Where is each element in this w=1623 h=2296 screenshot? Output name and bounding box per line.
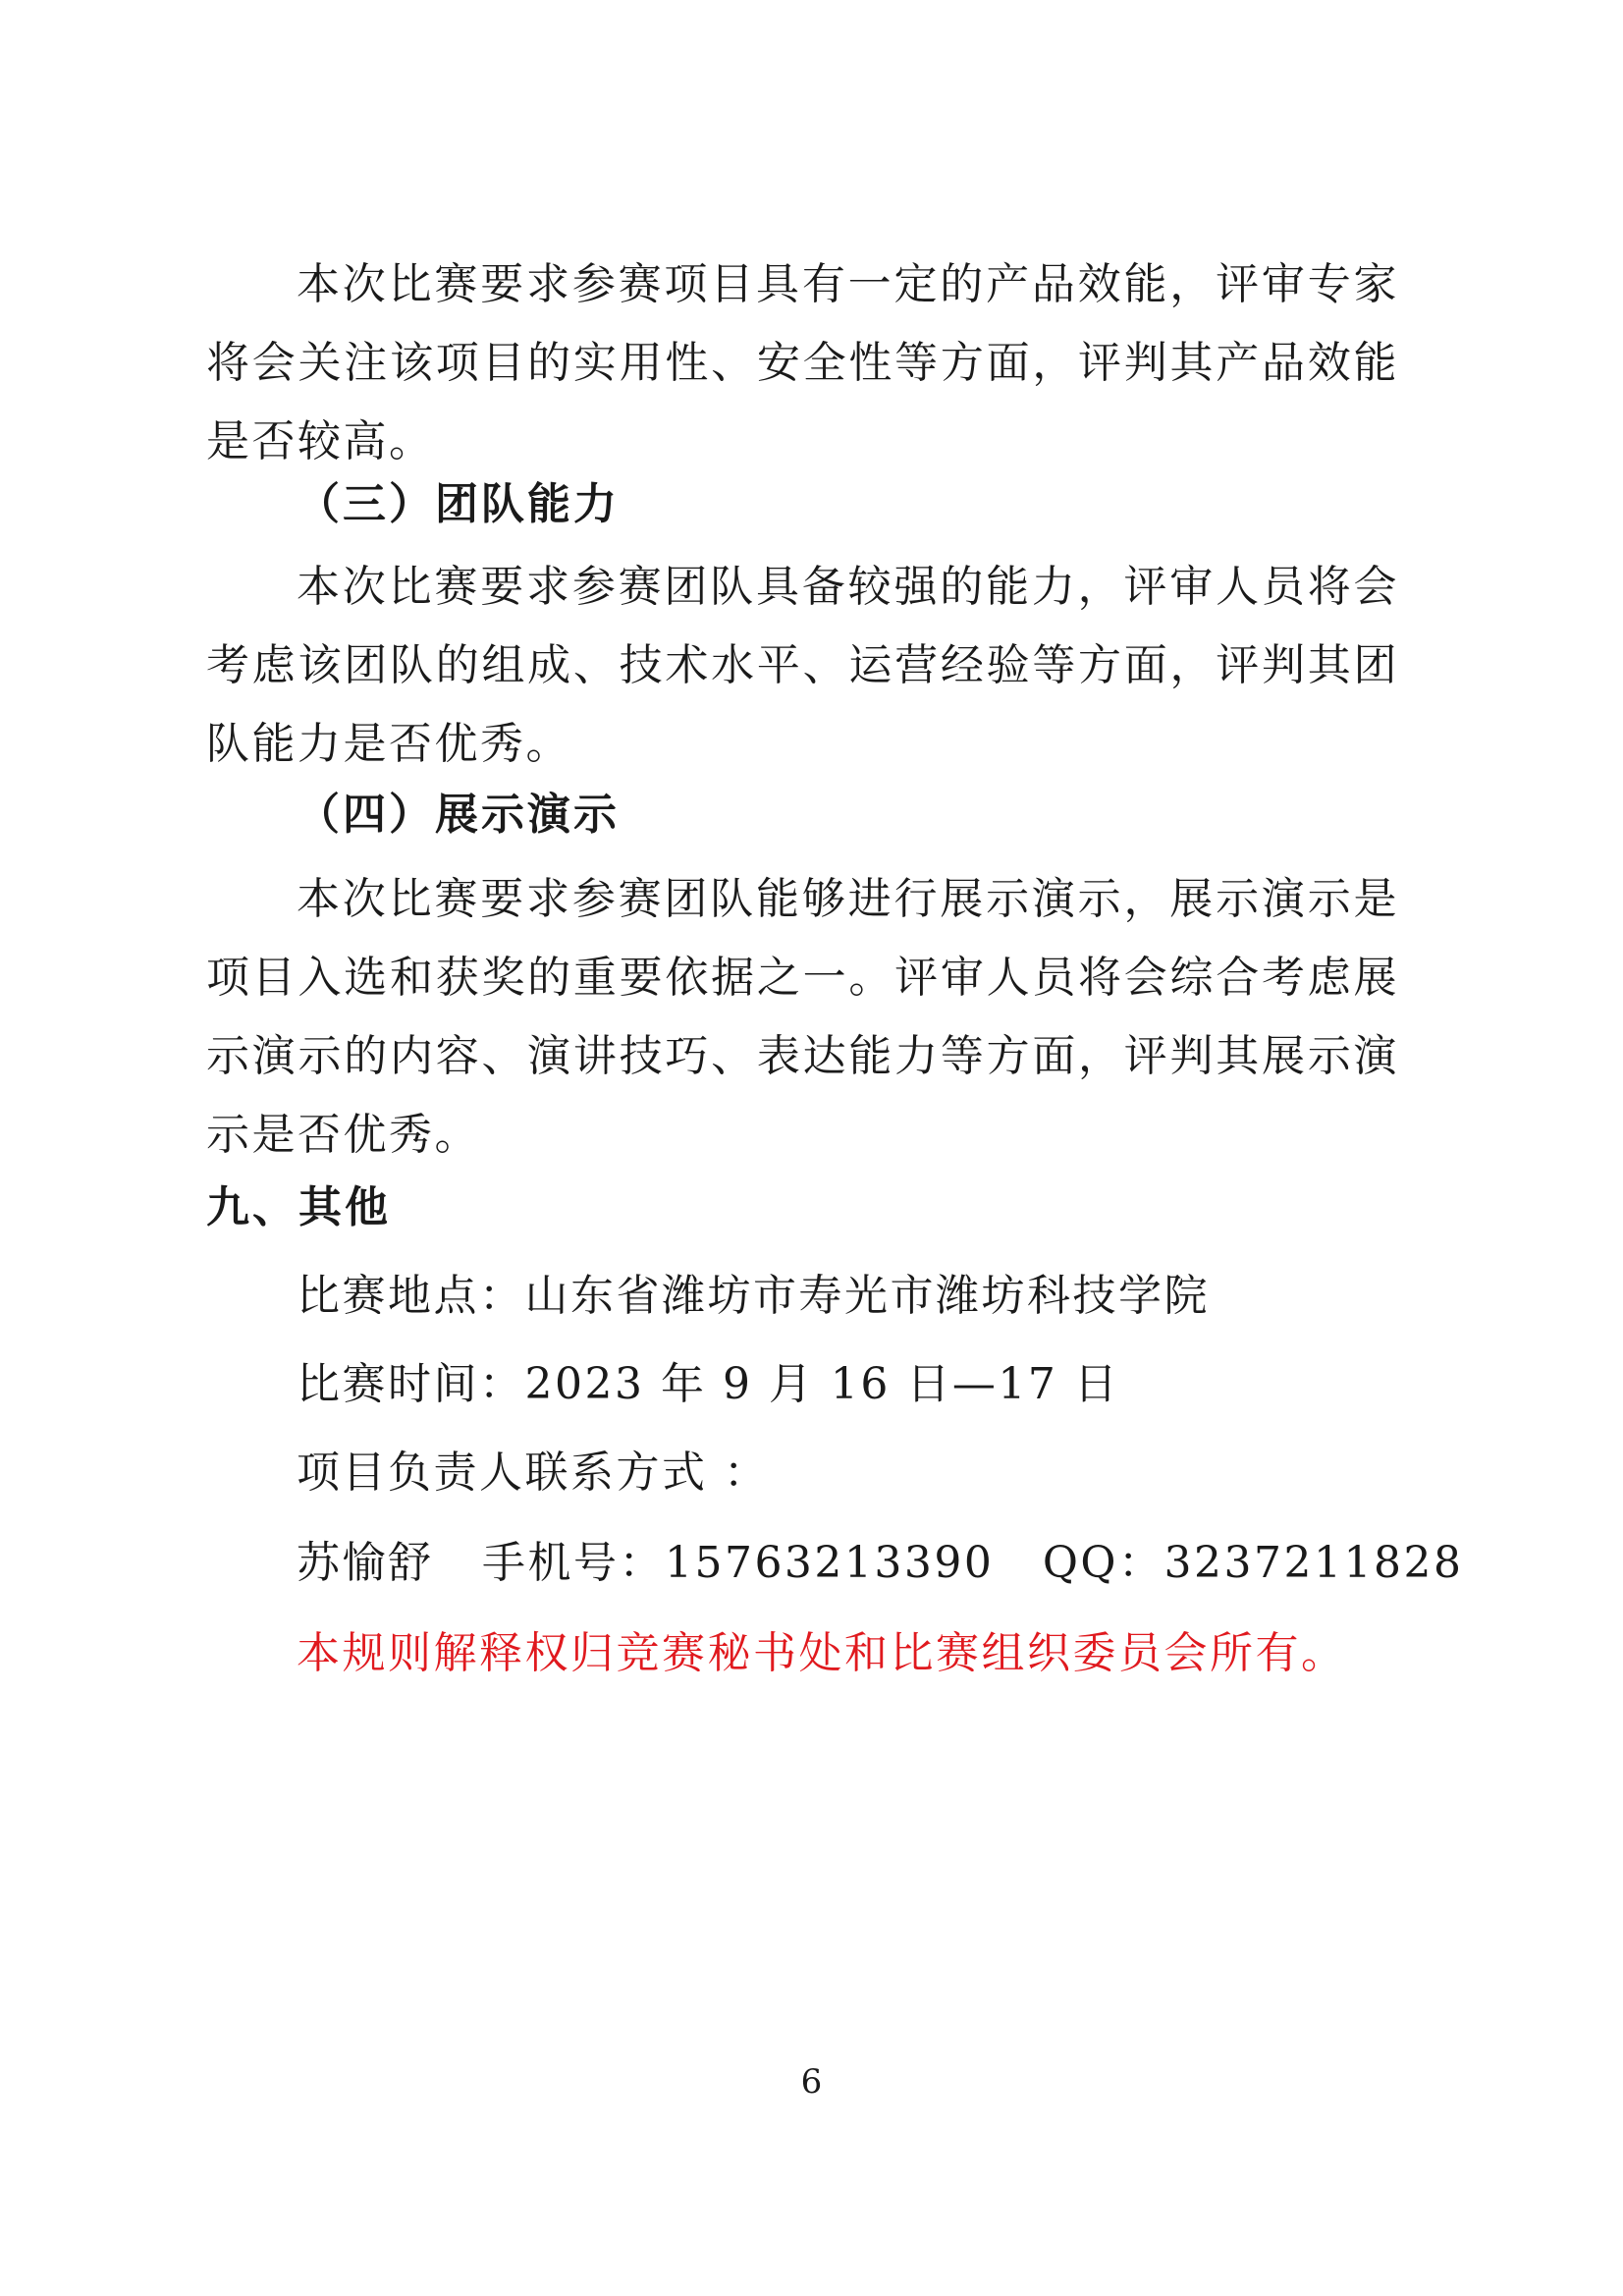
section-heading-other: 九、其他 [206,1182,391,1232]
page-number: 6 [800,2062,823,2102]
subheading-presentation: （四）展示演示 [297,790,620,840]
contact-label-line: 项目负责人联系方式 ： [297,1448,770,1498]
venue-line: 比赛地点：山东省潍坊市寿光市潍坊科技学院 [297,1271,1210,1321]
time-line: 比赛时间：2023 年 9 月 16 日—17 日 [297,1359,1120,1409]
paragraph-team-ability: 本次比赛要求参赛团队具备较强的能力，评审人员将会考虑该团队的组成、技术水平、运营经验等方面，评判其团队能力是否优秀。 [206,562,1399,769]
rights-notice: 本规则解释权归竞赛秘书处和比赛组织委员会所有。 [297,1628,1347,1678]
paragraph-presentation: 本次比赛要求参赛团队能够进行展示演示，展示演示是项目入选和获奖的重要依据之一。评审人员将会综合考虑展示演示的内容、演讲技巧、表达能力等方面，评判其展示演示是否优秀。 [206,874,1399,1160]
subheading-team-ability: （三）团队能力 [297,479,620,529]
contact-detail-line: 苏愉舒 手机号：15763213390 QQ：3237211828 [297,1538,1464,1588]
paragraph-product-efficiency: 本次比赛要求参赛项目具有一定的产品效能，评审专家将会关注该项目的实用性、安全性等方面，评判其产品效能是否较高。 [206,259,1399,466]
